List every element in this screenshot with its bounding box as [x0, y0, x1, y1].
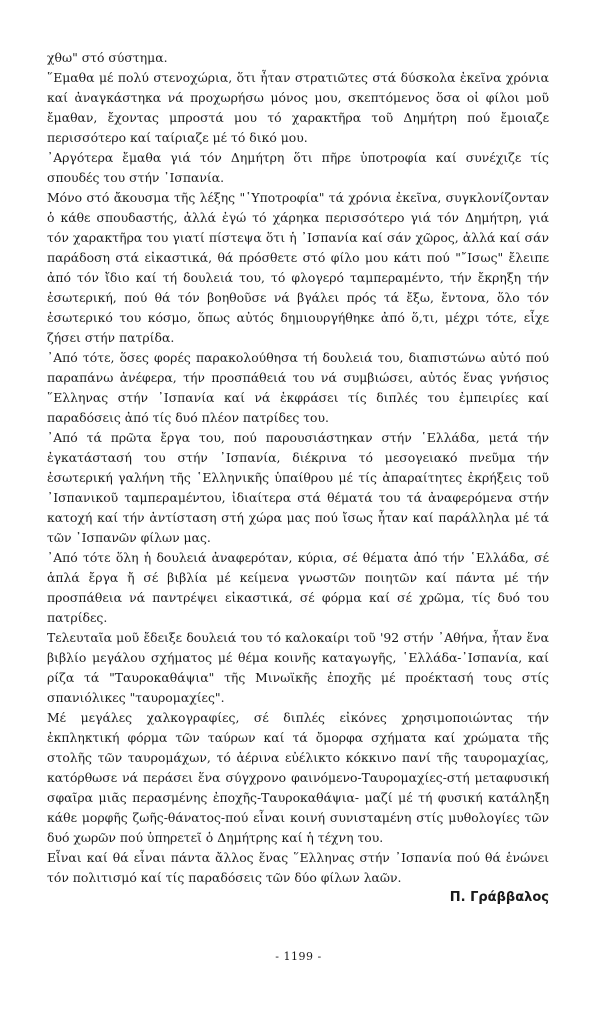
paragraph-8: Μέ μεγάλες χαλκογραφίες, σέ διπλές εἰκόνες χρησιμοποιώντας τήν ἐκπληκτική φόρμα τῶν ταύρων καί τά ὄμορφα σχήματα καί χρώματα τῆς στολῆς τῶν ταυρομάχων, τό ἀέρινα εὐέλικτο κόκκινο πανί τῆς ταυρομαχίας, κατόρθωσε νά περάσει ἕνα σύγχρονο φαινόμενο-Ταυρομαχίες-στή μεταφυσική σφαῖρα μιᾶς περασμένης ἐποχῆς-Ταυροκαθάψια- μαζί μέ τή φυσική κατάληξη κάθε μορφῆς ζωῆς-θάνατος-πού εἶναι κοινή συνισταμένη στίς μυθολογίες τῶν δυό χωρῶν πού ὑπηρετεῖ ὁ Δημήτρης καί ἡ τέχνη του. [47, 710, 549, 845]
page-number: - 1199 - [275, 950, 322, 963]
paragraph-6: ᾿Από τότε ὅλη ἡ δουλειά ἀναφερόταν, κύρια, σέ θέματα ἀπό τήν ῾Ελλάδα, σέ ἁπλά ἔργα ἤ σέ βιβλία μέ κείμενα γνωστῶν ποιητῶν καί πάντα μέ τήν προσπάθεια νά παντρέψει εἰκαστικά, σέ φόρμα καί σέ χρῶμα, τίς δυό του πατρίδες. [47, 550, 549, 625]
paragraph-1: ῞Εμαθα μέ πολύ στενοχώρια, ὅτι ἦταν στρατιῶτες στά δύσκολα ἐκεῖνα χρόνια καί ἀναγκάστηκα νά προχωρήσω μόνος μου, σκεπτόμενος ὅσα οἱ φίλοι μοῦ ἔμαθαν, ἔχοντας μπροστά μου τό χαρακτῆρα τοῦ Δημήτρη πού ἔμοιαζε περισσότερο καί ταίριαζε μέ τό δικό μου. [47, 70, 549, 145]
author-signature: Π. Γράββαλος [449, 890, 549, 905]
paragraph-7: Τελευταῖα μοῦ ἔδειξε δουλειά του τό καλοκαίρι τοῦ '92 στήν ᾿Αθήνα, ἦταν ἕνα βιβλίο μεγάλου σχήματος μέ θέμα κοινῆς καταγωγῆς, ῾Ελλάδα-᾿Ισπανία, καί ρίζα τά "Ταυροκαθάψια" τῆς Μινωϊκῆς ἐποχῆς μέ προέκτασή τους στίς σπανιόλικες "ταυρομαχίες". [47, 630, 549, 705]
body-text [47, 48, 549, 888]
paragraph-4: ᾿Από τότε, ὅσες φορές παρακολούθησα τή δουλειά του, διαπιστώνω αὐτό πού παραπάνω ἀνέφερα, τήν προσπάθειά του νά συμβιώσει, αὐτός ἕνας γνήσιος ῞Ελληνας στήν ᾿Ισπανία καί νά ἐκφράσει τίς διπλές του ἐμπειρίες καί παραδόσεις ἀπό τίς δυό πλέον πατρίδες του. [47, 350, 549, 425]
paragraph-5: ᾿Από τά πρῶτα ἔργα του, πού παρουσιάστηκαν στήν ῾Ελλάδα, μετά τήν ἐγκατάστασή του στήν ᾿Ισπανία, διέκρινα τό μεσογειακό πνεῦμα τήν ἐσωτερική γαλήνη τῆς ῾Ελληνικῆς ὑπαίθρου μέ τίς ἀπαραίτητες ἐκρήξεις τοῦ ᾿Ισπανικοῦ ταμπεραμέντου, ἰδιαίτερα στά θέματά του τά ἀναφερόμενα στήν κατοχή καί τήν ἀντίσταση στή χώρα μας πού ἴσως ἦταν καί παράλληλα μέ τά τῶν ᾿Ισπανῶν φίλων μας. [47, 430, 549, 545]
paragraph-3: Μόνο στό ἄκουσμα τῆς λέξης "῾Υποτροφία" τά χρόνια ἐκεῖνα, συγκλονίζονταν ὁ κάθε σπουδαστής, ἀλλά ἐγώ τό χάρηκα περισσότερο γιά τόν Δημήτρη, γιά τόν χαρακτῆρα του γιατί πίστεψα ὅτι ἡ ᾿Ισπανία καί σάν χῶρος, ἀλλά καί σάν παράδοση στά εἰκαστικά, θά πρόσθετε στό φίλο μου κάτι πού "῎Ισως" ἔλειπε ἀπό τόν ἴδιο καί τή δουλειά του, τό φλογερό ταμπεραμέντο, τήν ἔκρηξη τήν ἐσωτερική, πού θά τόν βοηθοῦσε νά βγάλει πρός τά ἔξω, ἔντονα, ὅλο τόν ἐσωτερικό του κόσμο, ὅπως αὐτός δημιουργήθηκε ἀπό ὅ,τι, μέχρι τότε, εἶχε ζήσει στήν πατρίδα. [47, 190, 549, 345]
paragraph-0: χθω" στό σύστημα. [47, 50, 168, 65]
paragraph-2: ᾿Αργότερα ἔμαθα γιά τόν Δημήτρη ὅτι πῆρε ὑποτροφία καί συνέχιζε τίς σπουδές του στήν ᾿Ισπανία. [47, 150, 549, 185]
paragraph-9: Εἶναι καί θά εἶναι πάντα ἄλλος ἕνας ῞Ελληνας στήν ᾿Ισπανία πού θά ἑνώνει τόν πολιτισμό καί τίς παραδόσεις τῶν δύο φίλων λαῶν. [47, 850, 549, 885]
